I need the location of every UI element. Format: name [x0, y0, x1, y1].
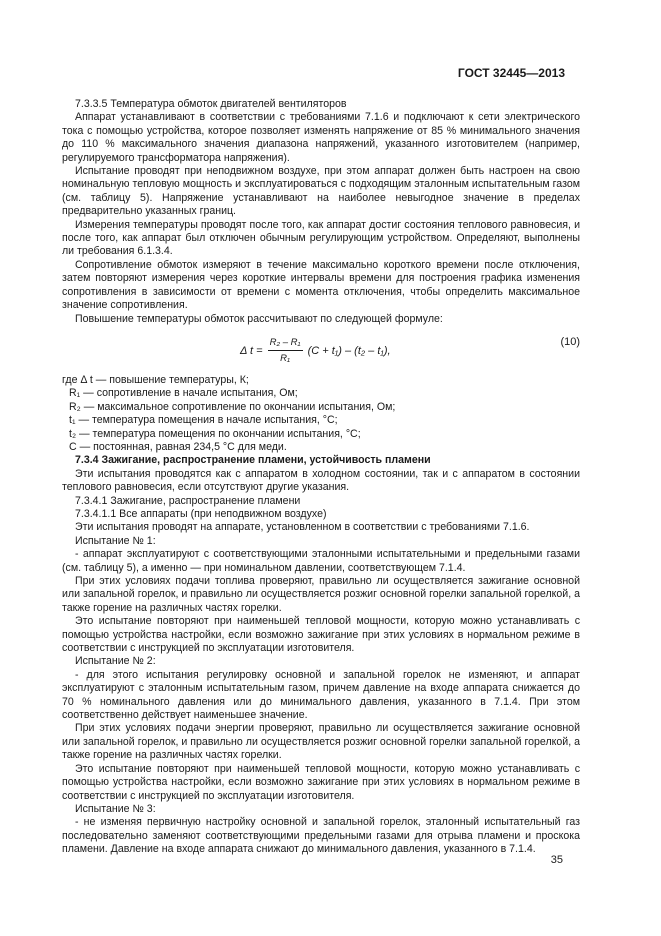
formula-denominator: R₁ [280, 353, 291, 365]
where-intro: где Δ t — повышение температуры, К; [62, 373, 249, 386]
paragraph: Повышение температуры обмоток рассчитывают по следующей формуле: [75, 312, 443, 325]
paragraph: Эти испытания проводят на аппарате, установленном в соответствии с требованиями 7.1.6. [75, 521, 530, 534]
formula-numerator: R₂ – R₁ [268, 336, 303, 351]
definition-item: C — постоянная, равная 234,5 °C для меди. [69, 440, 287, 453]
section-7-3-4-title: 7.3.4 Зажигание, распространение пламени, устойчивость пламени [75, 454, 431, 467]
formula-10 [62, 328, 580, 370]
definition-item: R₂ — максимальное сопротивление по окончании испытания, Ом; [69, 400, 396, 413]
formula-lhs: Δ t = [240, 344, 263, 357]
paragraph: Это испытание повторяют при наименьшей тепловой мощности, которую можно устанавливать с помощью устройства настройки, если возможно зажигание при этих условиях в нормальном режиме в соответствии с инструкцией по эксплуатации изготовителя. [62, 615, 580, 655]
paragraph: Это испытание повторяют при наименьшей тепловой мощности, которую можно устанавливать с помощью устройства настройки, если возможно зажигание при этих условиях в нормальном режиме в соответствии с инструкцией по эксплуатации изготовителя. [62, 762, 580, 802]
paragraph: Сопротивление обмоток измеряют в течение максимально короткого времени после отключения, затем повторяют измерения через короткие интервалы времени для построения графика изменения сопротивления в зависимости от времени с момента отключения, чтобы определить максимальное значение сопротивления. [62, 258, 580, 312]
symbol-definitions [62, 387, 580, 454]
formula-number: (10) [560, 335, 580, 348]
definition-item: t₂ — температура помещения по окончании испытания, °C; [69, 427, 361, 440]
paragraph: Измерения температуры проводят после того, как аппарат достиг состояния теплового равновесия, и после того, как аппарат был отключен обычным регулирующим устройством. Определяют, выполнены ли требования 6.1.3.4. [62, 218, 580, 258]
page-number: 35 [550, 854, 563, 866]
standard-code-header: ГОСТ 32445—2013 [457, 66, 565, 80]
definition-item: R₁ — сопротивление в начале испытания, Ом; [69, 387, 298, 400]
paragraph: При этих условиях подачи энергии проверяют, правильно ли осуществляется зажигание основной или запальной горелок, и правильно ли осуществляется розжиг основной горелки запальной горелкой, а также горение на различных частях горелки. [62, 722, 580, 762]
section-7-3-4-1-title: 7.3.4.1 Зажигание, распространение пламени [75, 494, 301, 507]
test-1-item: - аппарат эксплуатируют с соответствующими эталонными испытательными и предельными газами (см. таблицу 5), а именно — при номинальном давлении, соответствующем 7.1.4. [62, 548, 580, 574]
formula-rest: (C + t₁) – (t₂ – t₁), [307, 344, 391, 357]
test-2-title: Испытание № 2: [75, 655, 156, 668]
paragraph: При этих условиях подачи топлива проверяют, правильно ли осуществляется зажигание основной или запальной горелок, и правильно ли осуществляется розжиг основной горелки запальной горелкой, а также горение на различных частях горелки. [62, 575, 580, 614]
test-1-title: Испытание № 1: [75, 534, 156, 547]
test-3-title: Испытание № 3: [75, 802, 156, 815]
paragraph: Испытание проводят при неподвижном воздухе, при этом аппарат должен быть настроен на свою номинальную тепловую мощность и эксплуатироваться с подходящим эталонным испытательным газом (см. таблицу 5). Напряжение устанавливают на наиболее невыгодное значение в пределах предварительно указанных границ. [62, 165, 580, 218]
paragraph: Эти испытания проводятся как с аппаратом в холодном состоянии, так и с аппаратом в состоянии теплового равновесия, если отсутствуют другие указания. [62, 467, 580, 494]
body-text [62, 98, 580, 857]
section-7-3-4-1-1-title: 7.3.4.1.1 Все аппараты (при неподвижном воздухе) [75, 507, 327, 520]
test-2-item: - для этого испытания регулировку основной и запальной горелок не изменяют, и аппарат эксплуатируют с эталонным испытательным газом, причем давление на входе аппарата снижается до 70 % номинального давления или до минимального давления, указанного в 7.1.4. При этом соответственно действует наименьшее значение. [62, 668, 580, 722]
definition-item: t₁ — температура помещения в начале испытания, °C; [69, 414, 338, 427]
paragraph: Аппарат устанавливают в соответствии с требованиями 7.1.6 и подключают к сети электрического тока с помощью устройства, которое позволяет изменять напряжение от 85 % минимального значения до 110 % максимального значения диапазона напряжений, указанного изготовителем (например, регулируемого трансформатора напряжения). [62, 111, 580, 164]
section-7-3-3-5-title: 7.3.3.5 Температура обмоток двигателей вентиляторов [75, 98, 347, 110]
formula-fraction [268, 336, 303, 366]
test-3-item: - не изменяя первичную настройку основной и запальной горелок, эталонный испытательный газ последовательно заменяют соответствующими предельными газами для отрыва пламени и проскока пламени. Давление на входе аппарата снижают до минимального давления, указанного в 7.1.4. [62, 816, 580, 856]
formula-expression [240, 336, 391, 366]
